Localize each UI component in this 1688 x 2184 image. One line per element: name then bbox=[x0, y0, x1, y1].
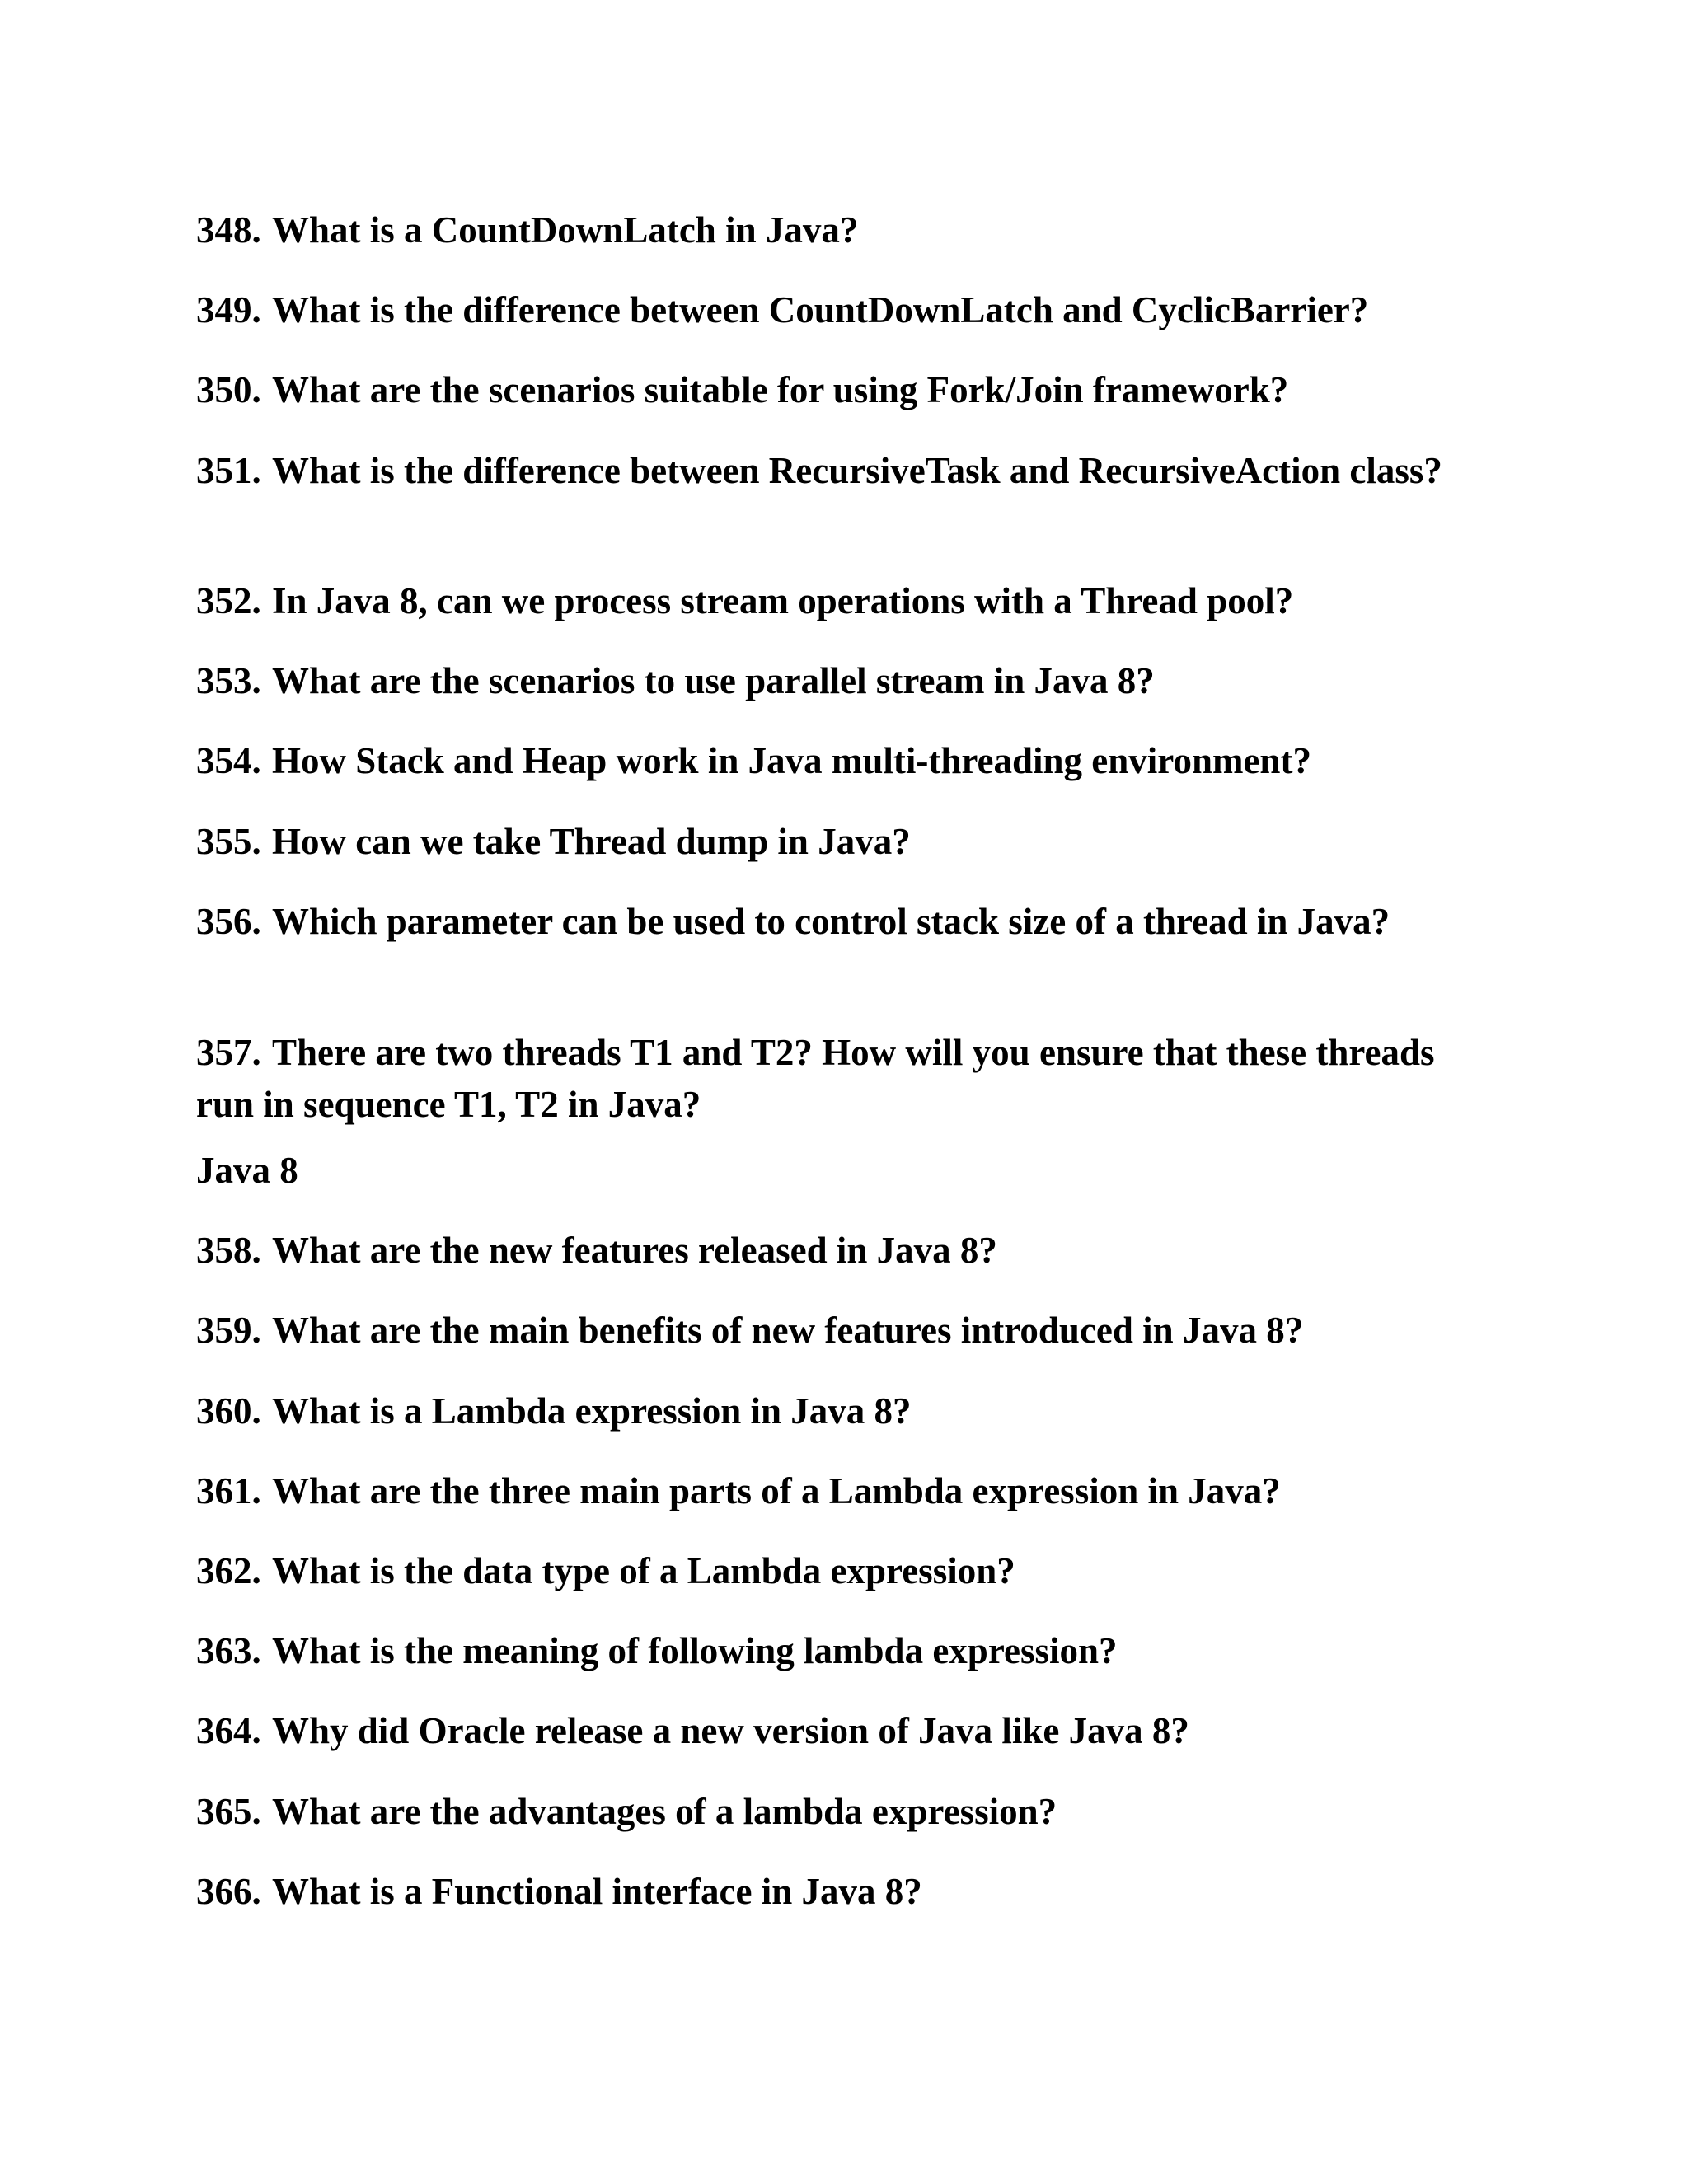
question-number: 357. bbox=[196, 1032, 261, 1073]
question-number: 351. bbox=[196, 450, 261, 491]
question-number: 352. bbox=[196, 580, 261, 621]
question-352 bbox=[196, 575, 1482, 627]
question-text: What are the scenarios suitable for using Fork/Join framework? bbox=[272, 369, 1289, 410]
question-number: 350. bbox=[196, 369, 261, 410]
question-364 bbox=[196, 1705, 1482, 1757]
question-number: 362. bbox=[196, 1550, 261, 1591]
question-366 bbox=[196, 1866, 1482, 1918]
question-text: What is the difference between RecursiveTask and RecursiveAction class? bbox=[272, 450, 1442, 491]
question-text: What are the main benefits of new features introduced in Java 8? bbox=[272, 1310, 1304, 1351]
question-361 bbox=[196, 1465, 1482, 1517]
question-number: 366. bbox=[196, 1871, 261, 1912]
question-text: What are the scenarios to use parallel stream in Java 8? bbox=[272, 660, 1155, 701]
question-number: 365. bbox=[196, 1791, 261, 1832]
question-number: 364. bbox=[196, 1710, 261, 1751]
question-text: What is the difference between CountDownLatch and CyclicBarrier? bbox=[272, 289, 1369, 330]
question-text: What is the meaning of following lambda expression? bbox=[272, 1630, 1118, 1671]
question-359 bbox=[196, 1305, 1482, 1357]
question-number: 355. bbox=[196, 821, 261, 862]
question-text: There are two threads T1 and T2? How will you ensure that these threads run in sequence T1, T2 in Java? bbox=[196, 1032, 1435, 1125]
question-360 bbox=[196, 1385, 1482, 1437]
question-number: 361. bbox=[196, 1470, 261, 1511]
question-text: Which parameter can be used to control stack size of a thread in Java? bbox=[272, 901, 1390, 942]
question-number: 353. bbox=[196, 660, 261, 701]
question-363 bbox=[196, 1625, 1482, 1677]
question-text: In Java 8, can we process stream operations with a Thread pool? bbox=[272, 580, 1294, 621]
question-353 bbox=[196, 655, 1482, 707]
question-text: What are the advantages of a lambda expression? bbox=[272, 1791, 1057, 1832]
question-354 bbox=[196, 735, 1482, 787]
question-text: What is a Lambda expression in Java 8? bbox=[272, 1390, 912, 1432]
question-number: 354. bbox=[196, 740, 261, 781]
question-number: 356. bbox=[196, 901, 261, 942]
question-number: 360. bbox=[196, 1390, 261, 1432]
question-text: What is the data type of a Lambda expression? bbox=[272, 1550, 1015, 1591]
question-362 bbox=[196, 1545, 1482, 1597]
question-356 bbox=[196, 896, 1482, 948]
question-number: 349. bbox=[196, 289, 261, 330]
question-text: What are the three main parts of a Lambda expression in Java? bbox=[272, 1470, 1281, 1511]
question-text: How Stack and Heap work in Java multi-threading environment? bbox=[272, 740, 1311, 781]
question-text: What is a CountDownLatch in Java? bbox=[272, 209, 859, 251]
question-365 bbox=[196, 1786, 1482, 1838]
question-number: 358. bbox=[196, 1230, 261, 1271]
question-number: 363. bbox=[196, 1630, 261, 1671]
question-349 bbox=[196, 284, 1482, 336]
question-text: How can we take Thread dump in Java? bbox=[272, 821, 911, 862]
question-358 bbox=[196, 1225, 1482, 1277]
question-text: What are the new features released in Java 8? bbox=[272, 1230, 997, 1271]
question-350 bbox=[196, 364, 1482, 416]
section-heading: Java 8 bbox=[196, 1150, 298, 1191]
question-351 bbox=[196, 445, 1482, 497]
question-text: Why did Oracle release a new version of Java like Java 8? bbox=[272, 1710, 1189, 1751]
question-number: 359. bbox=[196, 1310, 261, 1351]
question-number: 348. bbox=[196, 209, 261, 251]
question-355 bbox=[196, 816, 1482, 868]
question-348 bbox=[196, 204, 1482, 256]
question-357 bbox=[196, 1027, 1482, 1131]
question-text: What is a Functional interface in Java 8? bbox=[272, 1871, 922, 1912]
